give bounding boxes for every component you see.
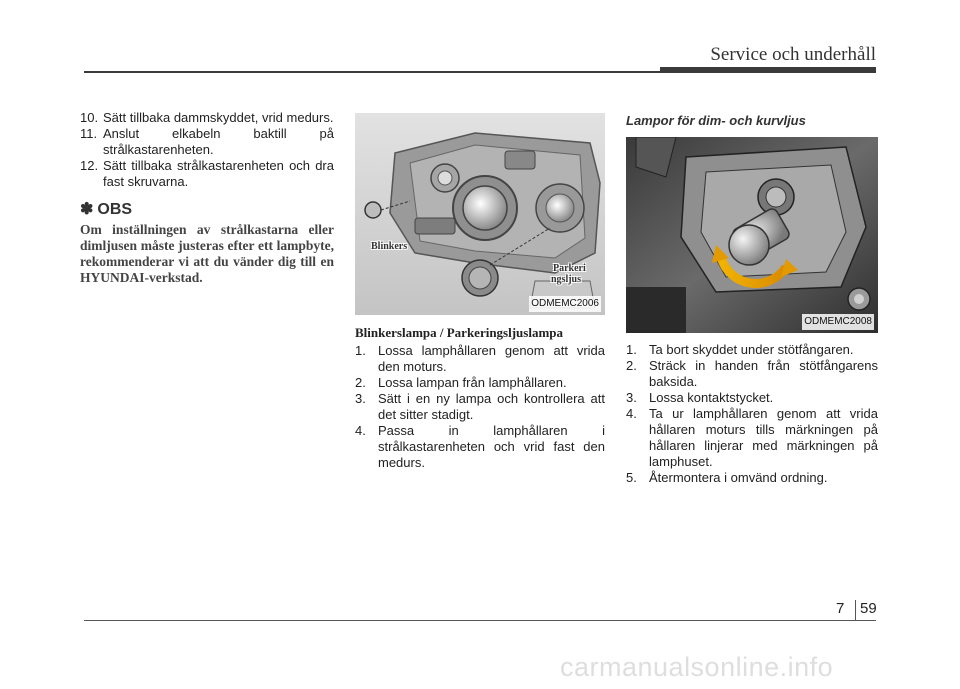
list-item [80,158,334,190]
step-number: 3. [626,390,637,405]
list-item [355,423,605,471]
step-number: 1. [355,343,366,358]
step-text: Anslut elkabeln baktill på strålkastarenheten. [103,126,334,157]
step-text: Lossa lampan från lamphållaren. [378,375,567,390]
chapter-number: 7 [836,600,845,617]
step-text: Sätt tillbaka dammskyddet, vrid medurs. [103,110,334,125]
list-item [80,110,334,126]
step-number: 3. [355,391,366,406]
list-item [355,343,605,375]
step-text: Ta ur lamphållaren genom att vrida hållaren moturs tills märkningen på hållaren linjerar med märkningen på lamphuset. [649,406,878,469]
step-number: 11. [80,126,98,141]
column-middle [355,110,605,471]
label-parkeringsljus-line1: Parkeri [553,263,586,274]
step-number: 4. [355,423,366,438]
figure-fog-lamp [626,137,878,333]
steps-list-3 [626,342,878,486]
label-blinkers: Blinkers [371,241,408,252]
section-heading: Lampor för dim- och kurvljus [626,113,806,128]
header-rule-accent [660,67,876,73]
steps-list-1 [80,110,334,190]
figure-code: ODMEMC2006 [529,296,601,312]
column-left [80,110,334,286]
step-number: 2. [355,375,366,390]
step-text: Lossa lamphållaren genom att vrida den moturs. [378,343,605,374]
steps-list-2 [355,343,605,471]
figure-code: ODMEMC2008 [802,314,874,330]
step-text: Återmontera i omvänd ordning. [649,470,828,485]
step-text: Passa in lamphållaren i strålkastarenheten och vrid fast den medurs. [378,423,605,470]
step-number: 1. [626,342,637,357]
footer-rule [84,620,876,621]
page-header-title: Service och underhåll [710,44,876,65]
obs-label: OBS [97,201,133,218]
list-item [626,342,878,358]
list-item [626,390,878,406]
figure-headlamp-rear [355,113,605,315]
footer-divider [855,600,856,620]
list-item [355,375,605,391]
asterisk-icon: ✽ [80,201,94,218]
step-text: Ta bort skyddet under stötfångaren. [649,342,854,357]
list-item [626,358,878,390]
column-right [626,110,878,486]
step-text: Lossa kontaktstycket. [649,390,774,405]
step-number: 10. [80,110,99,125]
step-text: Sträck in handen från stötfångarens baksida. [649,358,878,389]
watermark: carmanualsonline.info [560,652,834,682]
foglamp-illustration [626,137,878,333]
step-number: 5. [626,470,637,485]
step-number: 12. [80,158,99,173]
list-item [80,126,334,158]
obs-note-text: Om inställningen av strålkastarna eller dimljusen måste justeras efter ett lampbyte, rekommenderar vi att du vänder dig till en HYUNDAI-verkstad. [80,222,334,285]
list-item [626,470,878,486]
step-number: 4. [626,406,637,421]
step-text: Sätt tillbaka strålkastarenheten och dra fast skruvarna. [103,158,334,189]
list-item [626,406,878,470]
step-text: Sätt i en ny lampa och kontrollera att det sitter stadigt. [378,391,605,422]
page-number: 59 [860,600,877,617]
label-parkeringsljus-line2: ngsljus [551,274,582,285]
obs-heading [80,202,334,218]
section-heading: Blinkerslampa / Parkeringsljuslampa [355,325,564,340]
step-number: 2. [626,358,637,373]
list-item [355,391,605,423]
